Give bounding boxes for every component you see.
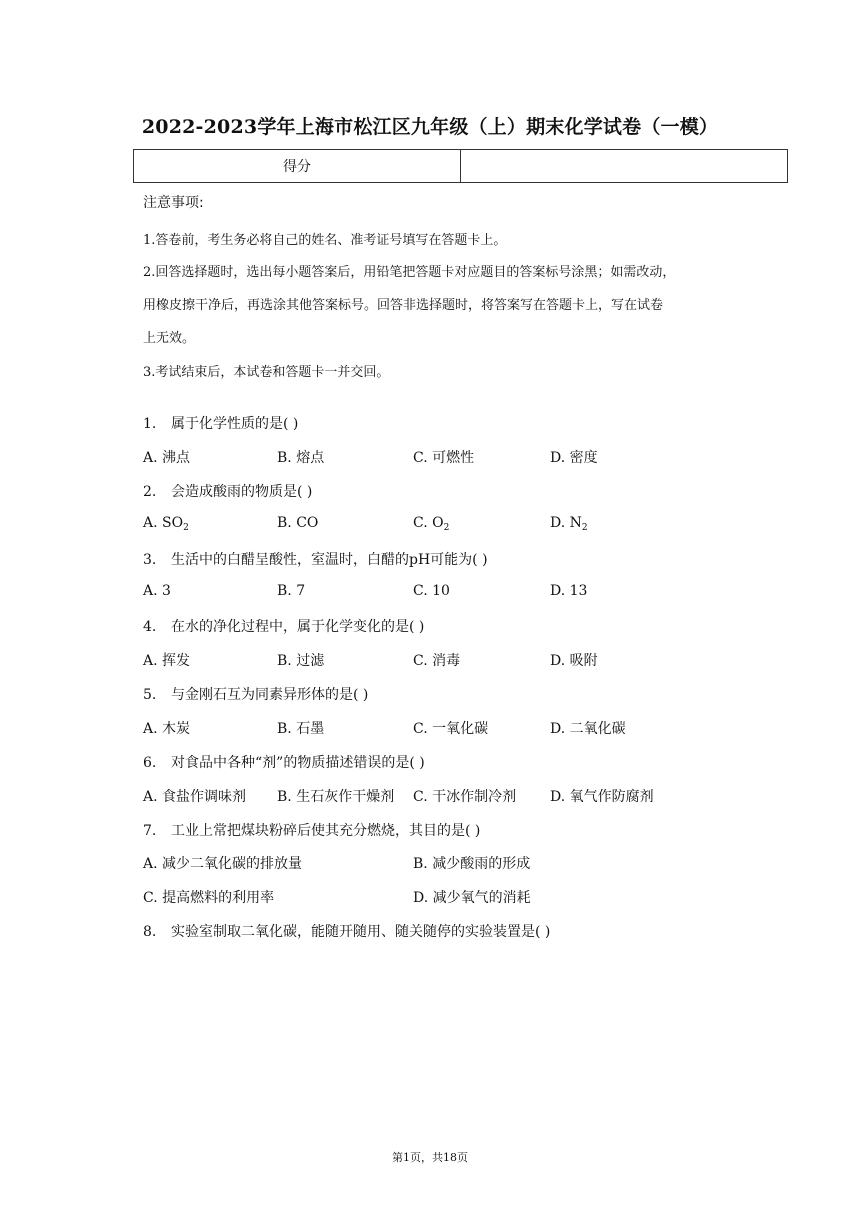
option-6d: D. 氧气作防腐剂 — [550, 789, 654, 805]
option-3b: B. 7 — [277, 583, 306, 599]
question-6 — [143, 752, 425, 772]
option-7d: D. 减少氧气的消耗 — [413, 890, 531, 906]
score-table — [133, 149, 788, 183]
question-text: 属于化学性质的是( ) — [171, 416, 299, 432]
option-4b: B. 过滤 — [277, 653, 325, 669]
page-footer: 第1页，共18页 — [392, 1151, 468, 1164]
option-1b: B. 熔点 — [277, 450, 325, 466]
option-7a: A. 减少二氧化碳的排放量 — [143, 856, 303, 872]
question-3 — [143, 549, 488, 569]
notice-line-2: 2.回答选择题时，选出每小题答案后，用铅笔把答题卡对应题目的答案标号涂黑；如需改动， — [143, 265, 676, 280]
question-number: 7. — [143, 823, 157, 839]
question-text: 与金刚石互为同素异形体的是( ) — [171, 687, 369, 703]
option-2c — [413, 515, 449, 533]
exam-title: 2022-2023学年上海市松江区九年级（上）期末化学试卷（一模） — [141, 116, 719, 138]
option-5c: C. 一氧化碳 — [413, 721, 489, 737]
question-text: 实验室制取二氧化碳，能随开随用、随关随停的实验装置是( ) — [171, 924, 551, 940]
score-value — [461, 150, 788, 183]
question-8 — [143, 921, 550, 941]
question-1 — [143, 413, 298, 433]
option-2d — [550, 515, 588, 533]
question-number: 3. — [143, 552, 157, 568]
option-2b — [277, 515, 318, 531]
question-text: 在水的净化过程中，属于化学变化的是( ) — [171, 619, 425, 635]
option-4c: C. 消毒 — [413, 653, 461, 669]
subscript: 2 — [183, 523, 189, 533]
question-2 — [143, 481, 312, 501]
question-text: 对食品中各种“剂”的物质描述错误的是( ) — [171, 755, 425, 771]
question-text: 工业上常把煤块粉碎后使其充分燃烧，其目的是( ) — [171, 823, 481, 839]
option-1c: C. 可燃性 — [413, 450, 475, 466]
subscript: 2 — [581, 523, 588, 533]
option-3d: D. 13 — [550, 583, 588, 599]
question-number: 2. — [143, 484, 157, 500]
option-text: D. N — [550, 515, 582, 531]
question-number: 8. — [143, 924, 157, 940]
option-4a: A. 挥发 — [143, 653, 191, 669]
option-3c: C. 10 — [413, 583, 450, 599]
option-text: B. CO — [277, 515, 319, 531]
option-text: A. SO — [143, 515, 184, 531]
option-2a — [143, 515, 189, 533]
option-6c: C. 干冰作制冷剂 — [413, 789, 517, 805]
question-4 — [143, 616, 424, 636]
option-text: C. O — [413, 515, 444, 531]
option-5d: D. 二氧化碳 — [550, 721, 626, 737]
option-7b: B. 减少酸雨的形成 — [413, 856, 531, 872]
option-4d: D. 吸附 — [550, 653, 598, 669]
question-number: 1. — [143, 416, 157, 432]
notice-heading: 注意事项: — [143, 195, 204, 211]
subscript: 2 — [443, 523, 450, 533]
question-text: 生活中的白醋呈酸性，室温时，白醋的pH可能为( ) — [171, 552, 488, 568]
notice-line-1: 1.答卷前，考生务必将自己的姓名、准考证号填写在答题卡上。 — [143, 233, 507, 248]
question-text: 会造成酸雨的物质是( ) — [171, 484, 313, 500]
notice-line-3: 用橡皮擦干净后，再选涂其他答案标号。回答非选择题时，将答案写在答题卡上，写在试卷 — [143, 298, 664, 313]
option-7c: C. 提高燃料的利用率 — [143, 890, 275, 906]
notice-line-4: 上无效。 — [143, 331, 196, 346]
question-5 — [143, 684, 368, 704]
option-3a: A. 3 — [143, 583, 171, 599]
option-5a: A. 木炭 — [143, 721, 191, 737]
question-7 — [143, 820, 480, 840]
option-6a: A. 食盐作调味剂 — [143, 789, 247, 805]
option-1a: A. 沸点 — [143, 450, 191, 466]
question-number: 5. — [143, 687, 157, 703]
notice-line-5: 3.考试结束后，本试卷和答题卡一并交回。 — [143, 365, 390, 380]
score-label: 得分 — [134, 150, 461, 183]
option-1d: D. 密度 — [550, 450, 598, 466]
question-number: 4. — [143, 619, 157, 635]
option-5b: B. 石墨 — [277, 721, 325, 737]
option-6b: B. 生石灰作干燥剂 — [277, 789, 395, 805]
question-number: 6. — [143, 755, 157, 771]
